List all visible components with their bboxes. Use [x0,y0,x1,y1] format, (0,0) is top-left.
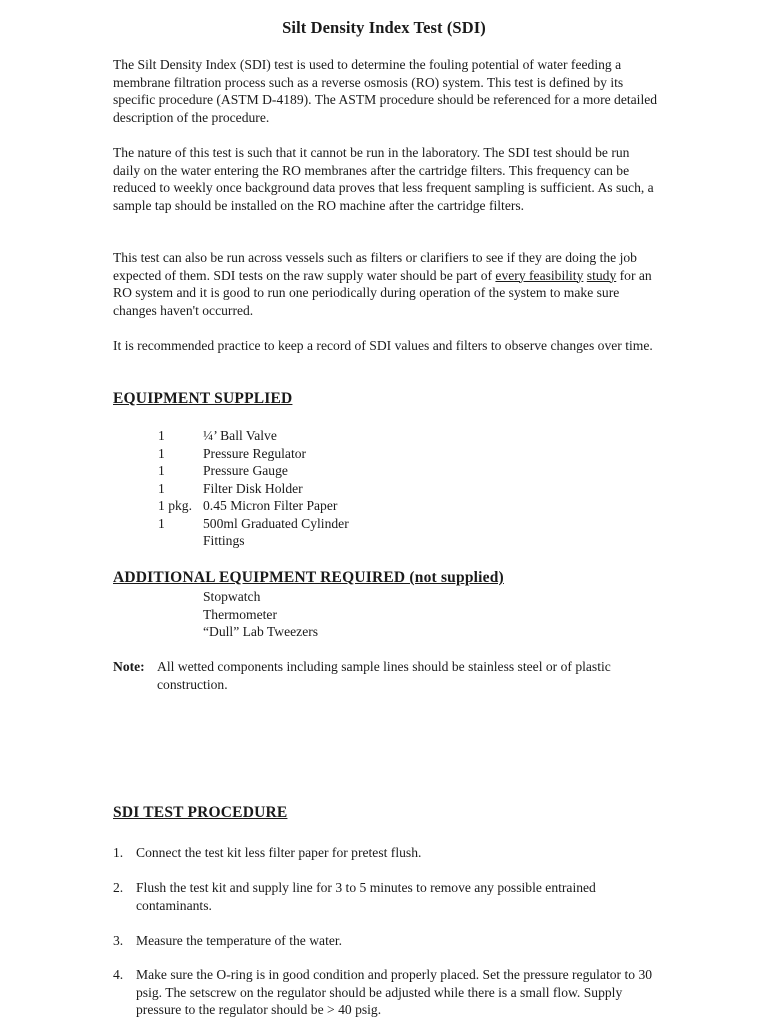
item-quantity: 1 [158,445,165,461]
additional-equipment-heading: ADDITIONAL EQUIPMENT REQUIRED (not supplied) [113,569,504,586]
intro-paragraph-1: The Silt Density Index (SDI) test is used to determine the fouling potential of water feeding a membrane filtration process such as a reverse osmosis (RO) system. This test is defined by its specific procedure (ASTM D-4189). The ASTM procedure should be referenced for a more detailed description of the procedure. [113,57,658,125]
item-name: 0.45 Micron Filter Paper [203,498,338,513]
page-title: Silt Density Index Test (SDI) [282,18,486,37]
list-item: “Dull” Lab Tweezers [203,624,319,639]
intro-paragraph-3 [113,249,658,319]
equipment-supplied-list [158,427,578,550]
item-quantity: 1 [158,480,165,496]
list-item [158,445,578,463]
step-text: Flush the test kit and supply line for 3 to 5 minutes to remove any possible entrained contaminants. [136,880,596,913]
additional-equipment-list [203,588,318,641]
step-number: 2. [113,880,124,895]
procedure-heading: SDI TEST PROCEDURE [113,804,288,821]
item-name: ¼’ Ball Valve [203,428,277,443]
step-number: 3. [113,933,124,948]
item-quantity [158,532,203,550]
list-item [158,515,578,533]
step-number: 1. [113,845,124,860]
item-quantity: 1 [158,463,165,478]
step-text: Measure the temperature of the water. [136,933,343,948]
p3-underline-study: study [586,267,617,283]
item-quantity: 1 [158,515,165,531]
intro-paragraph-4: It is recommended practice to keep a record of SDI values and filters to observe changes over time. [113,338,653,353]
list-item [158,532,578,550]
item-name: Filter Disk Holder [203,480,303,496]
note-label: Note: [113,659,145,674]
step-text: Make sure the O-ring is in good condition and properly placed. Set the pressure regulator to 30 psig. The setscrew on the regulator should be adjusted while there is a small flow. Supply pressure to the regulator should be > 40 psig. [136,967,653,1017]
item-name: Pressure Regulator [203,445,307,461]
item-quantity: 1 pkg. [158,498,192,513]
list-item [158,462,578,480]
equipment-supplied-heading: EQUIPMENT SUPPLIED [113,390,293,407]
p3-underline-every-feasibility: every feasibility [495,267,584,283]
intro-paragraph-2: The nature of this test is such that it cannot be run in the laboratory. The SDI test should be run daily on the water entering the RO membranes after the cartridge filters. This frequency can be reduced to weekly once background data proves that less frequent sampling is sufficient. As such, a sample tap should be installed on the RO machine after the cartridge filters. [113,145,654,213]
item-name: Pressure Gauge [203,463,288,478]
step-text: Connect the test kit less filter paper for pretest flush. [136,845,422,860]
p3-text-before: This test can also be run across vessels such as filters or clarifiers to see if they are doing the job expected of them. SDI tests on the raw supply water should be part of [113,250,637,283]
list-item [158,427,578,445]
list-item [158,497,578,515]
note-text: All wetted components including sample lines should be stainless steel or of plastic construction. [157,659,611,692]
item-quantity: 1 [158,428,165,443]
list-item: Stopwatch [203,589,261,604]
item-name: 500ml Graduated Cylinder [203,515,349,531]
list-item [158,480,578,498]
p3-text-after: for an RO system and it is good to run one periodically during operation of the system to make sure changes haven't occurred. [113,267,652,318]
list-item: Thermometer [203,606,277,622]
step-number: 4. [113,967,124,982]
item-name: Fittings [203,533,245,548]
